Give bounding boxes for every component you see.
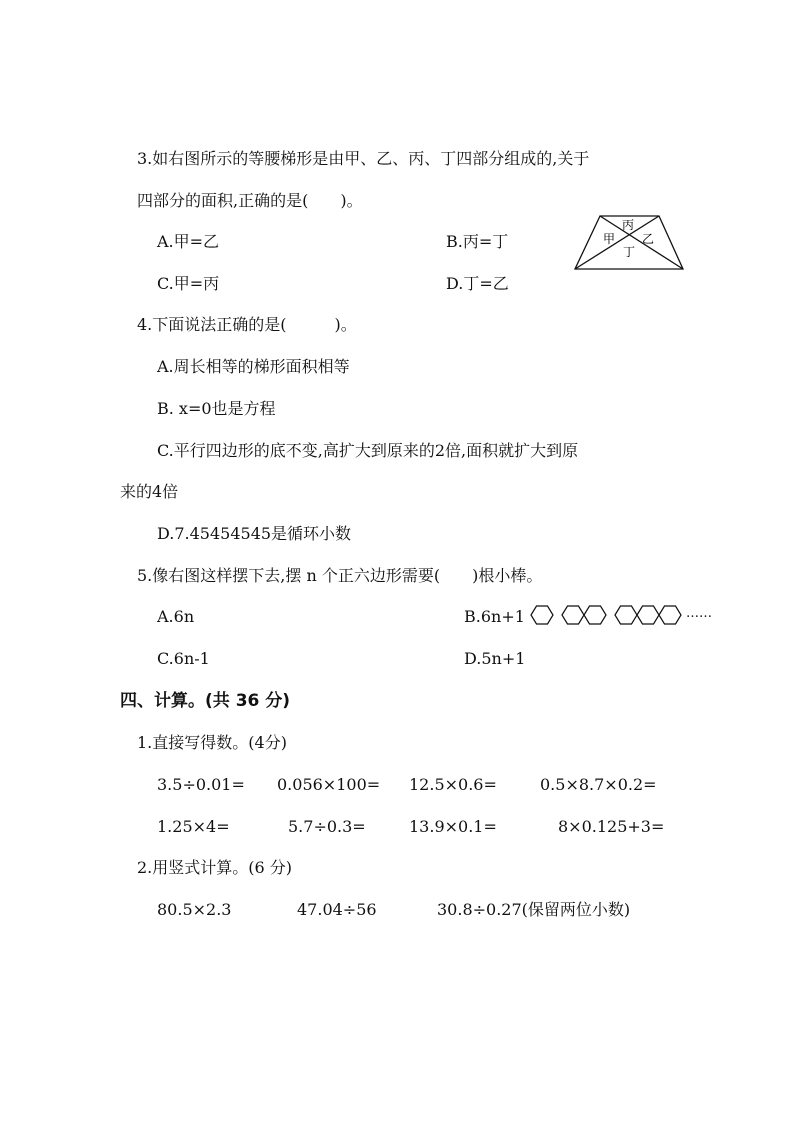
calc-item: 0.056×100= (277, 775, 381, 794)
trapezoid-label-ding: 丁 (623, 245, 636, 259)
calc-item: 1.25×4= (157, 817, 230, 836)
trapezoid-label-bing: 丙 (622, 218, 635, 232)
hexagon-ellipsis: …… (686, 606, 712, 621)
q4-option-b: B. x=0也是方程 (157, 399, 276, 418)
q3-option-c: C.甲=丙 (157, 274, 220, 293)
calc-item: 8×0.125+3= (558, 817, 665, 836)
calc-item: 13.9×0.1= (409, 817, 497, 836)
q5-option-b: B.6n+1 (464, 607, 525, 626)
q4-option-d: D.7.45454545是循环小数 (157, 524, 352, 543)
section-4-title: 四、计算。(共 36 分) (120, 691, 291, 711)
q3-option-d: D.丁=乙 (446, 274, 509, 293)
q4-option-c-line1: C.平行四边形的底不变,高扩大到原来的2倍,面积就扩大到原 (157, 441, 579, 460)
q3-option-b: B.丙=丁 (446, 232, 509, 251)
section-4-sub1-title: 1.直接写得数。(4分) (137, 733, 287, 752)
hexagon-pattern-figure (528, 604, 688, 630)
q3-stem-line2: 四部分的面积,正确的是( )。 (137, 191, 363, 210)
q4-stem: 4.下面说法正确的是( )。 (137, 315, 357, 334)
q5-option-c: C.6n-1 (157, 649, 210, 668)
trapezoid-figure (570, 212, 690, 274)
q4-option-c-line2: 来的4倍 (120, 482, 179, 501)
calc-item: 3.5÷0.01= (157, 775, 245, 794)
q5-stem: 5.像右图这样摆下去,摆 n 个正六边形需要( )根小棒。 (137, 566, 543, 585)
calc-item: 0.5×8.7×0.2= (540, 775, 657, 794)
calc-item: 12.5×0.6= (409, 775, 497, 794)
trapezoid-label-jia: 甲 (603, 232, 616, 246)
q5-option-a: A.6n (157, 607, 195, 626)
q4-option-a: A.周长相等的梯形面积相等 (157, 357, 350, 376)
calc-item: 5.7÷0.3= (288, 817, 366, 836)
q5-option-d: D.5n+1 (464, 649, 526, 668)
q3-option-a: A.甲=乙 (157, 232, 220, 251)
vertical-calc-item: 80.5×2.3 (157, 900, 232, 919)
section-4-sub2-title: 2.用竖式计算。(6 分) (137, 858, 293, 877)
vertical-calc-item: 47.04÷56 (297, 900, 377, 919)
trapezoid-label-yi: 乙 (642, 232, 655, 246)
q3-stem-line1: 3.如右图所示的等腰梯形是由甲、乙、丙、丁四部分组成的,关于 (137, 149, 590, 168)
vertical-calc-item: 30.8÷0.27(保留两位小数) (437, 900, 631, 919)
